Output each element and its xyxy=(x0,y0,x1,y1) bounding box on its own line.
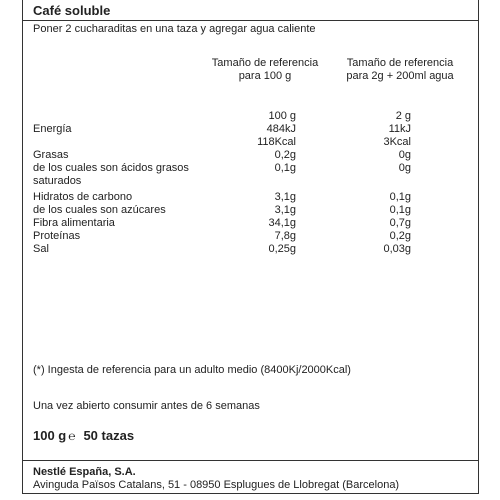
row-v1: 3,1g xyxy=(274,191,296,203)
reference-intake-footnote: (*) Ingesta de referencia para un adulto medio (8400Kj/2000Kcal) xyxy=(33,364,351,376)
row-label: de los cuales son azúcares xyxy=(33,204,166,216)
col1-header-line2: para 100 g xyxy=(238,70,292,82)
row-label: Proteínas xyxy=(33,230,81,242)
energy-kcal-v1: 118Kcal xyxy=(257,136,296,148)
row-v1: 34,1g xyxy=(268,217,296,229)
row-v2: 0,7g xyxy=(389,217,411,229)
row-label: Fibra alimentaria xyxy=(33,217,115,229)
col2-header-line2: para 2g + 200ml agua xyxy=(346,70,454,82)
row-v2: 0,1g xyxy=(389,191,411,203)
row-v1: 0,25g xyxy=(268,243,296,255)
servings-count: 50 tazas xyxy=(83,428,135,443)
col2-header-line1: Tamaño de referencia xyxy=(346,57,454,69)
row-label: Hidratos de carbono xyxy=(33,191,133,203)
energy-kj-v1: 484kJ xyxy=(266,123,296,135)
row-v1: 3,1g xyxy=(274,204,296,216)
row-v2: 0,2g xyxy=(389,230,411,242)
row-v1: 7,8g xyxy=(274,230,296,242)
row-v1: 0,2g xyxy=(274,149,296,161)
energy-kcal-v2: 3Kcal xyxy=(383,136,411,148)
net-quantity xyxy=(33,428,134,444)
row-v2: 0g xyxy=(398,162,411,174)
net-weight: 100 g xyxy=(33,428,67,443)
base-v2: 2 g xyxy=(395,110,411,122)
row-label: Sal xyxy=(33,243,49,255)
preparation-instructions: Poner 2 cucharaditas en una taza y agregar agua caliente xyxy=(33,23,316,35)
row-v2: 0g xyxy=(398,149,411,161)
estimated-sign-icon: ℮ xyxy=(68,429,76,443)
energy-label: Energía xyxy=(33,123,72,135)
col1-header-line1: Tamaño de referencia xyxy=(211,57,319,69)
row-label: Grasas xyxy=(33,149,69,161)
row-v2: 0,1g xyxy=(389,204,411,216)
row-label: de los cuales son ácidos grasos xyxy=(33,162,189,174)
energy-kj-v2: 11kJ xyxy=(388,123,411,135)
base-v1: 100 g xyxy=(268,110,296,122)
storage-instructions: Una vez abierto consumir antes de 6 semanas xyxy=(33,400,260,412)
company-address: Avinguda Països Catalans, 51 - 08950 Esplugues de Llobregat (Barcelona) xyxy=(33,479,400,491)
divider-company xyxy=(22,460,479,461)
product-title: Café soluble xyxy=(33,3,111,18)
row-v1: 0,1g xyxy=(274,162,296,174)
row-label-continued: saturados xyxy=(33,175,82,187)
company-name: Nestlé España, S.A. xyxy=(33,466,136,478)
divider-title xyxy=(22,20,479,21)
row-v2: 0,03g xyxy=(383,243,411,255)
